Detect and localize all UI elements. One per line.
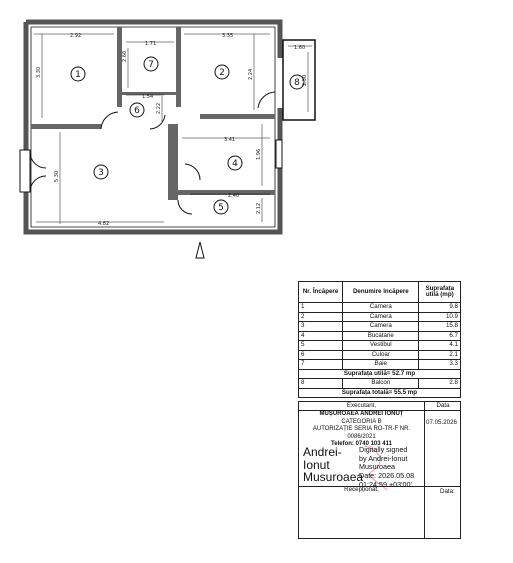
dim-label: 5.30 [54, 170, 60, 182]
company-name: MUȘUROAEA ANDREI IONUȚ [319, 411, 404, 417]
cell-area: 2.8 [419, 379, 461, 389]
door-left-1 [30, 152, 46, 168]
room-number: 3 [98, 168, 104, 178]
document-date: 07.05.2026 [426, 419, 457, 426]
cell-room-name: Baie [343, 360, 419, 370]
dim-label: 2.40 [228, 193, 240, 199]
signature-block [298, 401, 461, 539]
wall-corridor [168, 124, 178, 200]
executant-label: Executant, [346, 402, 377, 409]
signer-name: Andrei-Ionut Musuroaea [303, 445, 364, 485]
cell-room-number: 4 [299, 331, 343, 341]
dim-label: 1.96 [256, 148, 262, 160]
cell-room-number: 3 [299, 322, 343, 332]
cell-room-number: 6 [299, 350, 343, 360]
company-phone: Telefon: 0740 103 411 [331, 441, 392, 447]
door-room3 [150, 115, 165, 129]
dim-label: 4.82 [98, 221, 110, 227]
header-room-number: Nr. Încăpere [299, 282, 343, 303]
useful-total-row [299, 369, 461, 379]
grand-total-row [299, 388, 461, 398]
table-row [299, 303, 461, 313]
cell-area: 9.8 [419, 303, 461, 313]
room-number: 2 [219, 68, 225, 78]
area-table [298, 281, 461, 398]
dim-label: 3.35 [222, 33, 234, 39]
table-row [299, 379, 461, 389]
door-kitchen [185, 164, 200, 180]
cell-room-name: Vestibul [343, 341, 419, 351]
door-room2 [258, 92, 275, 108]
digital-line: Digitally signed [359, 445, 408, 454]
dim-label: 2.60 [122, 50, 128, 62]
signature-divider [424, 402, 425, 538]
wall-room2-bottom [200, 114, 275, 119]
table-row [299, 341, 461, 351]
cell-room-number: 2 [299, 312, 343, 322]
cell-area: 10.9 [419, 312, 461, 322]
data2-label: Data: [440, 488, 455, 495]
dim-label: 2.24 [248, 68, 254, 80]
entrance-door [178, 200, 192, 214]
room-number: 8 [294, 78, 300, 88]
company-category: CATEGORIA B [341, 418, 382, 425]
dim-label: 2.12 [256, 202, 262, 214]
dim-label: 3.41 [224, 137, 236, 143]
header-area: Suprafața utilă (mp) [419, 282, 461, 303]
room-number: 6 [134, 106, 140, 116]
dim-label: 1.71 [145, 41, 157, 47]
dim-label: 2.22 [156, 102, 162, 114]
cell-room-number: 8 [299, 379, 343, 389]
cell-room-name: Camera [343, 303, 419, 313]
cell-area: 6.7 [419, 331, 461, 341]
cell-area: 2.1 [419, 350, 461, 360]
dim-label: 2.50 [302, 74, 308, 86]
cell-room-name: Culoar [343, 350, 419, 360]
digital-line: Musuroaea [359, 462, 395, 472]
table-row [299, 331, 461, 341]
wall-room1-7 [117, 27, 122, 107]
dim-label: 1.60 [294, 45, 306, 51]
digital-signature-text [359, 446, 423, 489]
floor-plan [0, 0, 513, 270]
door-room1 [101, 112, 118, 129]
cell-room-name: Balcon [343, 379, 419, 389]
cell-room-name: Camera [343, 322, 419, 332]
table-header-row [299, 282, 461, 303]
dim-label: 3.30 [36, 66, 42, 78]
cell-room-number: 1 [299, 303, 343, 313]
room-number: 1 [75, 70, 81, 80]
room-number: 7 [148, 60, 154, 70]
dim-label: 1.54 [142, 94, 154, 100]
cell-room-number: 5 [299, 341, 343, 351]
wall-room1-bottom [31, 124, 101, 129]
table-row [299, 312, 461, 322]
grand-total: Suprafața totală= 55.5 mp [299, 388, 461, 398]
dim-label: 2.92 [70, 33, 82, 39]
useful-total: Suprafața utilă= 52.7 mp [299, 369, 461, 379]
cell-area: 15.8 [419, 322, 461, 332]
cell-room-name: Camera [343, 312, 419, 322]
cell-area: 3.3 [419, 360, 461, 370]
digital-line: Date: 2026.05.08 [359, 470, 415, 480]
room-number: 5 [218, 203, 224, 213]
window-left [20, 150, 30, 192]
cell-area: 4.1 [419, 341, 461, 351]
header-room-name: Denumire încăpere [343, 282, 419, 303]
cell-room-number: 7 [299, 360, 343, 370]
table-row [299, 360, 461, 370]
door-left-2 [30, 176, 46, 192]
window-right [276, 140, 282, 168]
entrance-arrow [196, 242, 204, 258]
wall-room7-2 [176, 27, 181, 107]
company-authorization: AUTORIZAȚIE SERIA RO-TR-F NR. 0086/2021 [312, 426, 411, 440]
digital-line: 01:24:59 +03'00' [359, 479, 412, 489]
data-label: Data [436, 402, 450, 409]
table-row [299, 322, 461, 332]
room-number: 4 [232, 159, 238, 169]
receptionat-label: Recepționat, [344, 486, 379, 493]
table-row [299, 350, 461, 360]
cell-room-name: Bucatarie [343, 331, 419, 341]
digital-line: by Andrei-Ionut [359, 453, 408, 463]
